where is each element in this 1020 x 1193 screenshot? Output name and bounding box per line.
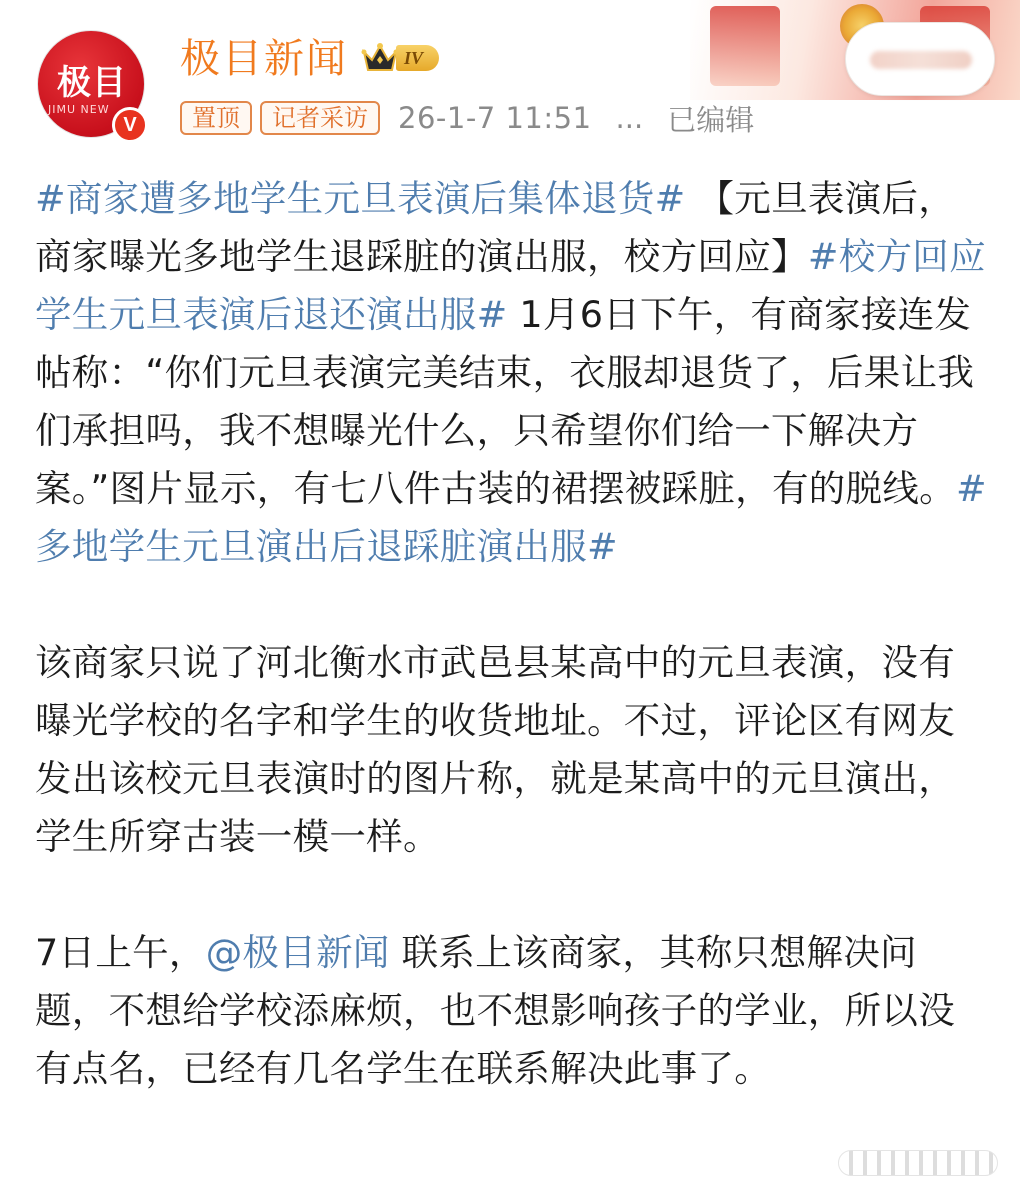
avatar-logo-subtext: JIMU NEW	[48, 103, 110, 116]
banner-decoration	[710, 6, 780, 86]
verified-icon: V	[112, 107, 148, 143]
mention-link[interactable]: @极目新闻	[205, 931, 390, 974]
paragraph-3	[35, 924, 990, 1098]
level-label: IV	[396, 45, 439, 71]
member-level-badge[interactable]	[360, 40, 439, 76]
topic-link[interactable]: #商家遭多地学生元旦表演后集体退货#	[35, 177, 686, 220]
avatar-logo-text: 极目	[57, 63, 127, 103]
post-header	[0, 0, 1020, 150]
paragraph-gap	[35, 866, 990, 924]
follow-button[interactable]	[845, 22, 995, 96]
post-text: 1月6日下午，有商家接连发帖称：“你们元旦表演完美结束，衣服却退货了，后果让我们承担吗，我不想曝光什么，只希望你们给一下解决方案。”图片显示，有七八件古装的裙摆被踩脏，有的脱线。	[35, 293, 975, 510]
account-name[interactable]: 极目新闻	[180, 36, 348, 82]
post-meta	[180, 100, 754, 136]
post-body	[35, 170, 990, 1098]
image-strip-indicator	[838, 1150, 998, 1176]
paragraph-gap	[35, 576, 990, 634]
pinned-tag: 置顶	[180, 101, 252, 135]
paragraph-1	[35, 170, 990, 576]
post-text: 7日上午，	[35, 931, 206, 974]
edited-label[interactable]: 已编辑	[667, 102, 755, 137]
follow-button-label-blurred	[870, 51, 972, 69]
topic-link[interactable]: #校方回应学生元旦表演后退还演出服#	[35, 235, 986, 336]
paragraph-2: 该商家只说了河北衡水市武邑县某高中的元旦表演，没有曝光学校的名字和学生的收货地址。不过，评论区有网友发出该校元旦表演时的图片称，就是某高中的元旦演出，学生所穿古装一模一样。	[35, 641, 955, 858]
reporter-interview-tag: 记者采访	[260, 101, 380, 135]
post-timestamp: 26-1-7 11:51	[398, 101, 592, 135]
post-text: 【元旦表演后，商家曝光多地学生退踩脏的演出服，校方回应】	[35, 177, 956, 278]
topic-link[interactable]: #多地学生元旦演出后退踩脏演出服#	[35, 467, 987, 568]
crown-icon	[360, 40, 400, 76]
post-text: 联系上该商家，其称只想解决问题，不想给学校添麻烦，也不想影响孩子的学业，所以没有点名，已经有几名学生在联系解决此事了。	[35, 931, 955, 1090]
more-indicator: ...	[615, 101, 644, 135]
